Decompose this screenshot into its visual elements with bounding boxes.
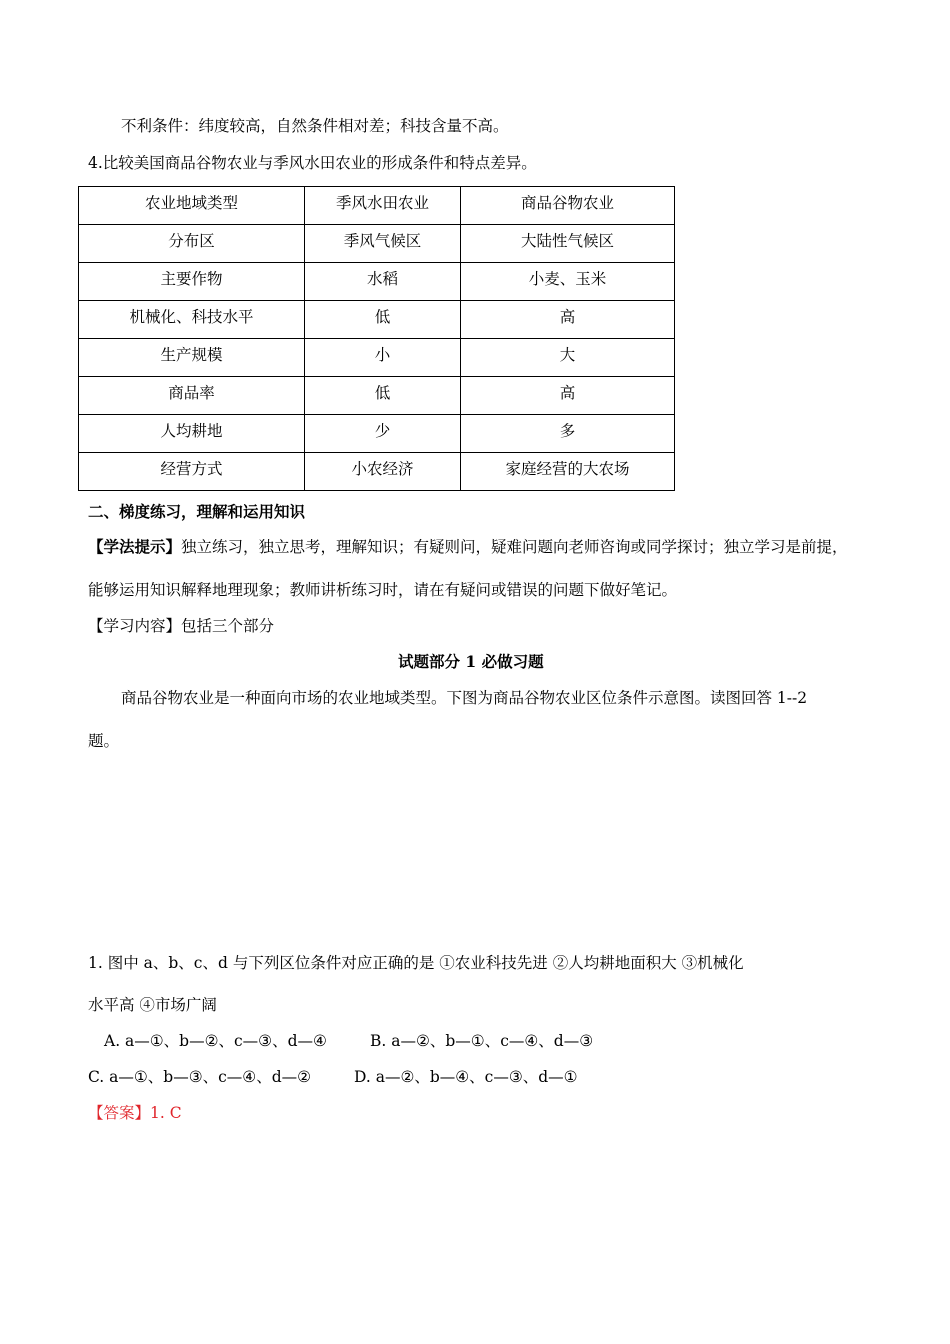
table-cell: 分布区 — [79, 225, 305, 263]
option-d: D. a—②、b—④、c—③、d—① — [354, 1068, 578, 1086]
method-hint-line-1 — [88, 537, 848, 557]
table-row — [79, 225, 675, 263]
question-4: 4.比较美国商品谷物农业与季风水田农业的形成条件和特点差异。 — [88, 154, 537, 172]
table-cell: 生产规模 — [79, 339, 305, 377]
answer-value: 1. C — [150, 1104, 182, 1122]
option-b: B. a—②、b—①、c—④、d—③ — [370, 1032, 594, 1050]
table-header-row — [79, 187, 675, 225]
method-hint-line-2: 能够运用知识解释地理现象；教师讲析练习时，请在有疑问或错误的问题下做好笔记。 — [88, 581, 678, 599]
table-cell: 小麦、玉米 — [461, 263, 675, 301]
table-row — [79, 263, 675, 301]
method-hint-text: 独立练习，独立思考，理解知识；有疑则问，疑难问题向老师咨询或同学探讨；独立学习是前提， — [181, 538, 848, 556]
table-cell: 大 — [461, 339, 675, 377]
table-cell: 大陆性气候区 — [461, 225, 675, 263]
passage-line-2: 题。 — [88, 732, 120, 750]
learning-content-line: 【学习内容】包括三个部分 — [88, 617, 275, 635]
comparison-table — [78, 186, 675, 491]
table-header-cell: 农业地域类型 — [79, 187, 305, 225]
table-row — [79, 339, 675, 377]
method-hint-tag: 【学法提示】 — [88, 537, 182, 556]
table-cell: 小农经济 — [305, 453, 461, 491]
answer-line — [88, 1103, 182, 1123]
answer-tag: 【答案】 — [88, 1104, 151, 1122]
table-cell: 少 — [305, 415, 461, 453]
table-cell: 主要作物 — [79, 263, 305, 301]
table-cell: 家庭经营的大农场 — [461, 453, 675, 491]
table-row — [79, 415, 675, 453]
part-title: 试题部分 1 必做习题 — [398, 652, 544, 671]
table-row — [79, 453, 675, 491]
table-header-cell: 季风水田农业 — [305, 187, 461, 225]
table-header-cell: 商品谷物农业 — [461, 187, 675, 225]
table-cell: 低 — [305, 301, 461, 339]
option-a: A. a—①、b—②、c—③、d—④ — [104, 1032, 327, 1050]
table-cell: 低 — [305, 377, 461, 415]
table-cell: 机械化、科技水平 — [79, 301, 305, 339]
table-cell: 季风气候区 — [305, 225, 461, 263]
table-cell: 小 — [305, 339, 461, 377]
table-cell: 多 — [461, 415, 675, 453]
table-cell: 人均耕地 — [79, 415, 305, 453]
option-c: C. a—①、b—③、c—④、d—② — [88, 1068, 312, 1086]
table-row — [79, 377, 675, 415]
table-cell: 水稻 — [305, 263, 461, 301]
table-cell: 商品率 — [79, 377, 305, 415]
table-cell: 高 — [461, 377, 675, 415]
table-cell: 高 — [461, 301, 675, 339]
intro-line: 不利条件：纬度较高，自然条件相对差；科技含量不高。 — [121, 117, 509, 135]
table-cell: 经营方式 — [79, 453, 305, 491]
table-row — [79, 301, 675, 339]
section-2-title: 二、梯度练习，理解和运用知识 — [88, 502, 306, 521]
question-1-line-1: 1. 图中 a、b、c、d 与下列区位条件对应正确的是 ①农业科技先进 ②人均耕地面积大 ③机械化 — [88, 954, 744, 972]
passage-line-1: 商品谷物农业是一种面向市场的农业地域类型。下图为商品谷物农业区位条件示意图。读图回答 1--2 — [121, 689, 808, 707]
question-1-line-2: 水平高 ④市场广阔 — [88, 996, 217, 1014]
